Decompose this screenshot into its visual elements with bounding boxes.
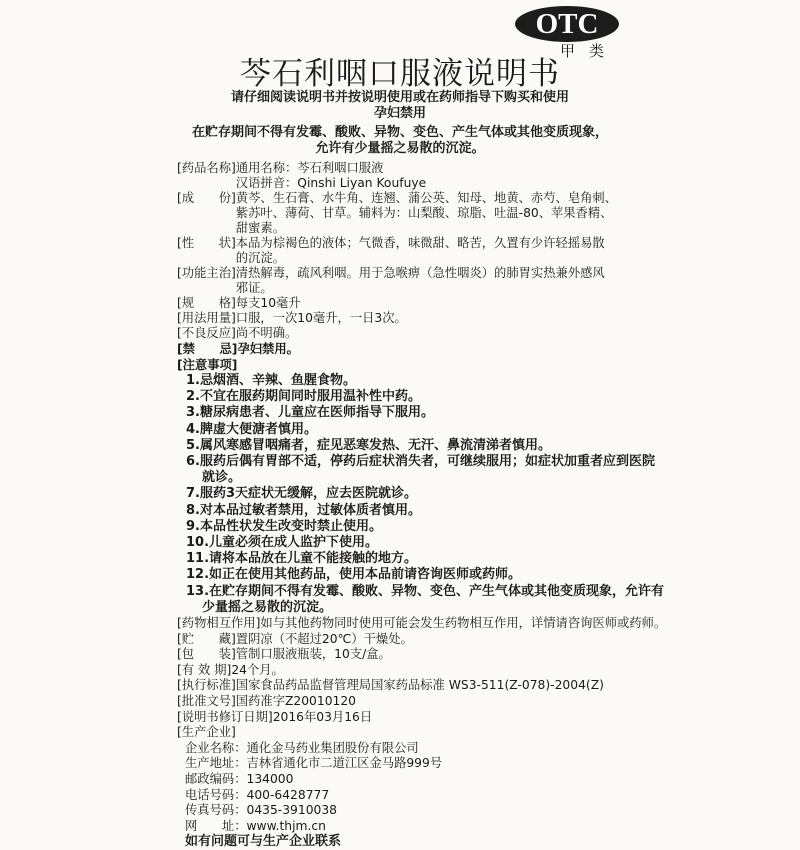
notice-read: 请仔细阅读说明书并按说明使用或在药师指导下购买和使用 [230, 90, 569, 105]
drug-interactions: [药物相互作用] 如与其他药物同时使用可能会发生药物相互作用，详情请咨询医师或药师。 [177, 616, 667, 631]
contact-note: 如有问题可与生产企业联系 [185, 834, 342, 850]
ingredients: [成 份] 黄芩、生石膏、水牛角、连翘、蒲公英、知母、地黄、赤芍、皂角刺、 紫苏叶、薄荷、甘草。辅料为：山梨酸、琼脂、吐温-80、苹果香精、 甜蜜素。 [177, 191, 618, 235]
storage-info-section [177, 616, 667, 850]
revision-date: [说明书修订日期] 2016年03月16日 [177, 709, 373, 724]
leaflet-body [177, 157, 667, 850]
list-item: 4.脾虚大便溏者慎用。 [186, 421, 317, 437]
description: [性 状] 本品为棕褐色的液体；气微香，味微甜、略苦，久置有少许轻摇易散 的沉淀。 [177, 236, 605, 265]
list-item: 5.属风寒感冒咽痛者，症见恶寒发热、无汗、鼻流清涕者慎用。 [186, 437, 551, 453]
list-item: 8.对本品过敏者禁用，过敏体质者慎用。 [186, 502, 421, 518]
packaging: [包 装] 管制口服液瓶装，10支/盒。 [177, 647, 391, 662]
list-item: 7.服药3天症状无缓解，应去医院就诊。 [186, 486, 418, 502]
list-item: 11.请将本品放在儿童不能接触的地方。 [186, 551, 418, 567]
list-item: 9.本品性状发生改变时禁止使用。 [186, 518, 382, 534]
drug-name: [药品名称] 通用名称：芩石利咽口服液 汉语拼音：Qinshi Liyan Koufuye [177, 161, 427, 190]
list-item: 1.忌烟酒、辛辣、鱼腥食物。 [186, 373, 356, 388]
company-name: 企业名称： 通化金马药业集团股份有限公司 [185, 740, 419, 755]
list-item: 2.不宜在服药期间同时服用温补性中药。 [186, 389, 421, 405]
phone: 电话号码： 400-6428777 [185, 787, 330, 802]
list-item: 13.在贮存期间不得有发霉、酸败、异物、变色、产生气体或其他变质现象，允许有少量摇之易散的沉淀。 [186, 583, 665, 615]
list-item: 6.服药后偶有胃部不适，停药后症状消失者，可继续服用；如症状加重者应到医院就诊。 [186, 454, 655, 486]
approval-number: [批准文号] 国药准字Z20010120 [177, 694, 356, 709]
list-item: 3.糖尿病患者、儿童应在医师指导下服用。 [186, 405, 434, 421]
website: 网 址： www.thjm.cn [185, 818, 326, 833]
fax: 传真号码： 0435-3910038 [185, 803, 337, 818]
notice-storage: 在贮存期间不得有发霉、酸败、异物、变色、产生气体或其他变质现象， [191, 125, 608, 140]
postal-code: 邮政编码： 134000 [185, 771, 294, 786]
header [0, 0, 800, 90]
address: 生产地址： 吉林省通化市二道江区金马路999号 [185, 756, 443, 771]
page-title: 芩石利咽口服液说明书 [240, 56, 560, 92]
list-item: 10.儿童必须在成人监护下使用。 [186, 535, 379, 551]
storage: [贮 藏] 置阴凉（不超过20℃）干燥处。 [177, 631, 413, 646]
otc-badge: OTC [515, 6, 619, 42]
manufacturer-fields [177, 741, 667, 850]
precautions-list [177, 373, 667, 616]
shelf-life: [有 效 期] 24个月。 [177, 662, 284, 677]
otc-class-label: 甲类 [560, 42, 619, 60]
adverse-reactions: [不良反应] 尚不明确。 [177, 326, 298, 340]
standard: [执行标准] 国家食品药品监督管理局国家药品标准 WS3-511(Z-078)-2004(Z) [177, 678, 604, 693]
drug-info-section [177, 161, 667, 373]
contraindication: [禁 忌] 孕妇禁用。 [177, 342, 299, 356]
indications: [功能主治] 清热解毒，疏风利咽。用于急喉痹（急性咽炎）的肺胃实热兼外感风 邪证。 [177, 266, 605, 295]
precautions-heading: [注意事项] [177, 358, 238, 372]
manufacturer-heading: [生产企业] [177, 725, 236, 740]
list-item: 12.如正在使用其他药品，使用本品前请咨询医师或药师。 [186, 567, 522, 583]
specification: [规 格] 每支10毫升 [177, 296, 301, 310]
notice-pregnancy: 孕妇禁用 [373, 106, 426, 121]
dosage: [用法用量] 口服，一次10毫升，一日3次。 [177, 311, 407, 325]
notice-storage-cont: 允许有少量摇之易散的沉淀。 [315, 141, 485, 156]
